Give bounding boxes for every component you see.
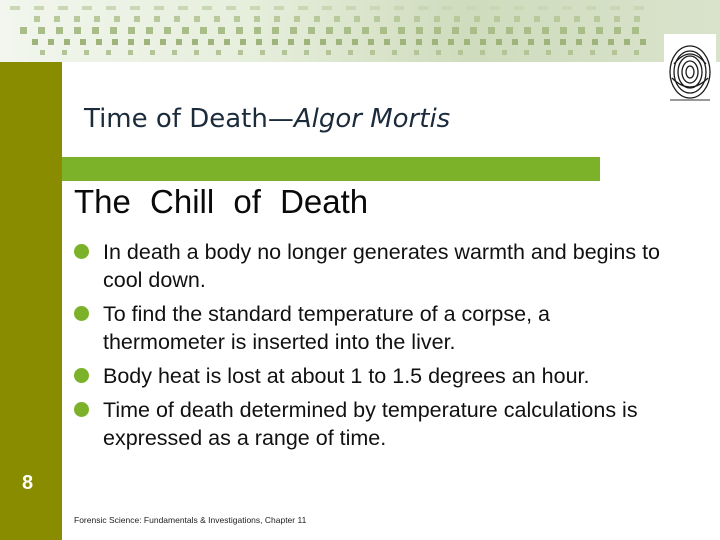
- decorative-dot: [524, 50, 529, 55]
- decorative-dot: [112, 39, 118, 45]
- decorative-dot: [416, 39, 422, 45]
- decorative-dot: [256, 39, 262, 45]
- decorative-dot: [178, 6, 188, 10]
- decorative-dot: [128, 50, 133, 55]
- decorative-dot: [92, 27, 99, 34]
- decorative-dot: [568, 50, 573, 55]
- decorative-dot: [48, 39, 54, 45]
- bullet-dot-icon: [74, 402, 89, 417]
- decorative-dot: [596, 27, 603, 34]
- decorative-dot: [474, 16, 480, 22]
- decorative-dot: [414, 16, 420, 22]
- decorative-dot: [176, 39, 182, 45]
- decorative-dot: [370, 6, 380, 10]
- decorative-dot: [442, 6, 452, 10]
- decorative-dot: [290, 27, 297, 34]
- decorative-dot: [226, 6, 236, 10]
- decorative-dot: [634, 16, 640, 22]
- footer-citation: Forensic Science: Fundamentals & Investigations, Chapter 11: [74, 515, 307, 525]
- decorative-dot-pattern: [0, 0, 720, 62]
- decorative-dot: [128, 27, 135, 34]
- decorative-dot: [298, 6, 308, 10]
- decorative-dot: [20, 27, 27, 34]
- decorative-dot: [182, 27, 189, 34]
- decorative-dot: [502, 50, 507, 55]
- decorative-header-band: [0, 0, 720, 62]
- decorative-dot: [172, 50, 177, 55]
- decorative-dot: [394, 6, 404, 10]
- decorative-dot: [560, 27, 567, 34]
- decorative-dot: [514, 6, 524, 10]
- decorative-dot: [314, 16, 320, 22]
- bullet-dot-icon: [74, 244, 89, 259]
- decorative-dot: [432, 39, 438, 45]
- decorative-dot: [400, 39, 406, 45]
- decorative-dot: [194, 16, 200, 22]
- decorative-dot: [236, 27, 243, 34]
- slide-subtitle: The Chill of Death: [74, 183, 369, 220]
- decorative-dot: [272, 39, 278, 45]
- decorative-dot: [494, 16, 500, 22]
- decorative-dot: [10, 6, 20, 10]
- decorative-dot: [610, 6, 620, 10]
- decorative-dot: [110, 27, 117, 34]
- decorative-dot: [146, 27, 153, 34]
- bullet-item: [74, 238, 674, 294]
- decorative-dot: [380, 27, 387, 34]
- decorative-dot: [524, 27, 531, 34]
- decorative-dot: [466, 6, 476, 10]
- decorative-dot: [150, 50, 155, 55]
- decorative-dot: [64, 39, 70, 45]
- bullet-item: [74, 362, 674, 390]
- left-sidebar-bar: [0, 62, 62, 540]
- decorative-dot: [414, 50, 419, 55]
- decorative-dot: [624, 39, 630, 45]
- decorative-dot: [614, 16, 620, 22]
- decorative-dot: [538, 6, 548, 10]
- decorative-dot: [560, 39, 566, 45]
- bullet-text: In death a body no longer generates warmth and begins to cool down.: [103, 240, 660, 292]
- decorative-dot: [192, 39, 198, 45]
- decorative-dot: [274, 16, 280, 22]
- decorative-dot: [490, 6, 500, 10]
- decorative-dot: [348, 50, 353, 55]
- decorative-dot: [488, 27, 495, 34]
- bullet-text: To find the standard temperature of a corpse, a thermometer is inserted into the liver.: [103, 302, 550, 354]
- decorative-dot: [62, 50, 67, 55]
- decorative-dot: [592, 39, 598, 45]
- decorative-dot: [322, 6, 332, 10]
- decorative-dot: [384, 39, 390, 45]
- decorative-dot: [80, 39, 86, 45]
- decorative-dot: [562, 6, 572, 10]
- decorative-dot: [250, 6, 260, 10]
- decorative-dot: [234, 16, 240, 22]
- decorative-dot: [634, 50, 639, 55]
- decorative-dot: [82, 6, 92, 10]
- decorative-dot: [514, 16, 520, 22]
- decorative-dot: [632, 27, 639, 34]
- bullet-item: [74, 396, 674, 452]
- decorative-dot: [294, 16, 300, 22]
- decorative-dot: [344, 27, 351, 34]
- decorative-dot: [260, 50, 265, 55]
- decorative-dot: [106, 50, 111, 55]
- slide-title-italic: Algor Mortis: [293, 104, 451, 134]
- decorative-dot: [546, 50, 551, 55]
- slide-number: 8: [22, 472, 34, 494]
- decorative-dot: [208, 39, 214, 45]
- decorative-dot: [542, 27, 549, 34]
- decorative-dot: [416, 27, 423, 34]
- decorative-dot: [436, 50, 441, 55]
- decorative-dot: [288, 39, 294, 45]
- decorative-dot: [128, 39, 134, 45]
- decorative-dot: [202, 6, 212, 10]
- decorative-dot: [346, 6, 356, 10]
- decorative-dot: [56, 27, 63, 34]
- decorative-dot: [74, 27, 81, 34]
- decorative-dot: [154, 16, 160, 22]
- decorative-dot: [612, 50, 617, 55]
- decorative-dot: [40, 50, 45, 55]
- decorative-dot: [326, 50, 331, 55]
- decorative-dot: [578, 27, 585, 34]
- bullet-item: [74, 300, 674, 356]
- decorative-dot: [254, 16, 260, 22]
- decorative-dot: [528, 39, 534, 45]
- decorative-dot: [174, 16, 180, 22]
- decorative-dot: [368, 39, 374, 45]
- decorative-dot: [304, 39, 310, 45]
- decorative-dot: [320, 39, 326, 45]
- decorative-dot: [506, 27, 513, 34]
- fingerprint-icon: [664, 34, 716, 102]
- bullet-text: Time of death determined by temperature calculations is expressed as a range of time.: [103, 398, 638, 450]
- accent-bar: [62, 157, 600, 181]
- decorative-dot: [544, 39, 550, 45]
- decorative-dot: [448, 39, 454, 45]
- decorative-dot: [94, 16, 100, 22]
- slide-title: [84, 104, 450, 134]
- decorative-dot: [32, 39, 38, 45]
- decorative-dot: [418, 6, 428, 10]
- decorative-dot: [480, 50, 485, 55]
- decorative-dot: [454, 16, 460, 22]
- decorative-dot: [534, 16, 540, 22]
- decorative-dot: [452, 27, 459, 34]
- decorative-dot: [574, 16, 580, 22]
- decorative-dot: [216, 50, 221, 55]
- decorative-dot: [34, 6, 44, 10]
- decorative-dot: [274, 6, 284, 10]
- bullet-dot-icon: [74, 306, 89, 321]
- decorative-dot: [154, 6, 164, 10]
- decorative-dot: [160, 39, 166, 45]
- decorative-dot: [326, 27, 333, 34]
- decorative-dot: [640, 39, 646, 45]
- decorative-dot: [586, 6, 596, 10]
- decorative-dot: [96, 39, 102, 45]
- decorative-dot: [134, 16, 140, 22]
- decorative-dot: [458, 50, 463, 55]
- decorative-dot: [512, 39, 518, 45]
- decorative-dot: [398, 27, 405, 34]
- decorative-dot: [254, 27, 261, 34]
- decorative-dot: [334, 16, 340, 22]
- decorative-dot: [370, 50, 375, 55]
- decorative-dot: [362, 27, 369, 34]
- decorative-dot: [590, 50, 595, 55]
- decorative-dot: [392, 50, 397, 55]
- decorative-dot: [434, 27, 441, 34]
- decorative-dot: [272, 27, 279, 34]
- decorative-dot: [470, 27, 477, 34]
- decorative-dot: [240, 39, 246, 45]
- decorative-dot: [308, 27, 315, 34]
- decorative-dot: [38, 27, 45, 34]
- decorative-dot: [634, 6, 644, 10]
- decorative-dot: [214, 16, 220, 22]
- decorative-dot: [34, 16, 40, 22]
- decorative-dot: [614, 27, 621, 34]
- bullet-text: Body heat is lost at about 1 to 1.5 degrees an hour.: [103, 364, 590, 388]
- decorative-dot: [84, 50, 89, 55]
- decorative-dot: [144, 39, 150, 45]
- decorative-dot: [58, 6, 68, 10]
- decorative-dot: [114, 16, 120, 22]
- slide-title-main: Time of Death—: [84, 104, 294, 134]
- decorative-dot: [164, 27, 171, 34]
- decorative-dot: [218, 27, 225, 34]
- decorative-dot: [576, 39, 582, 45]
- decorative-dot: [594, 16, 600, 22]
- decorative-dot: [352, 39, 358, 45]
- decorative-dot: [608, 39, 614, 45]
- decorative-dot: [554, 16, 560, 22]
- decorative-dot: [496, 39, 502, 45]
- decorative-dot: [106, 6, 116, 10]
- decorative-dot: [394, 16, 400, 22]
- decorative-dot: [434, 16, 440, 22]
- decorative-dot: [464, 39, 470, 45]
- decorative-dot: [238, 50, 243, 55]
- decorative-dot: [354, 16, 360, 22]
- decorative-dot: [336, 39, 342, 45]
- decorative-dot: [194, 50, 199, 55]
- decorative-dot: [304, 50, 309, 55]
- bullet-dot-icon: [74, 368, 89, 383]
- decorative-dot: [282, 50, 287, 55]
- decorative-dot: [374, 16, 380, 22]
- bullet-list: [74, 238, 674, 458]
- decorative-dot: [74, 16, 80, 22]
- decorative-dot: [54, 16, 60, 22]
- decorative-dot: [130, 6, 140, 10]
- decorative-dot: [200, 27, 207, 34]
- decorative-dot: [480, 39, 486, 45]
- decorative-dot: [224, 39, 230, 45]
